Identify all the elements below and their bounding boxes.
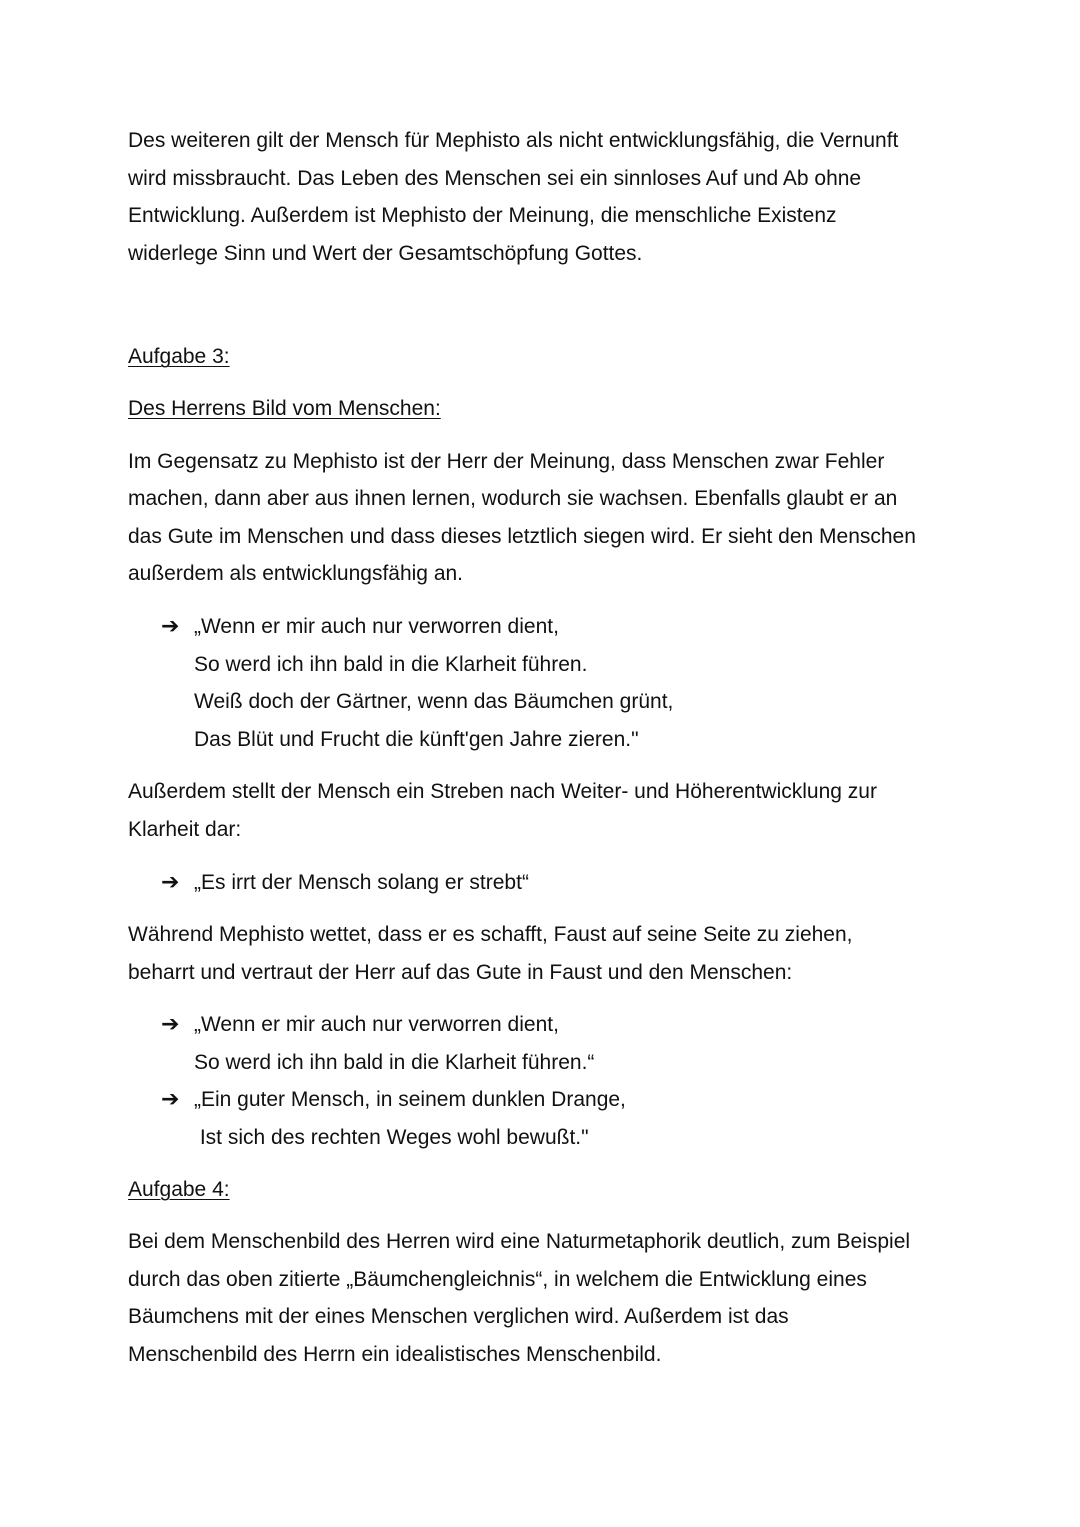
spacer <box>128 428 958 443</box>
task3-subheading-row <box>128 390 958 428</box>
paragraph-lord-view <box>128 443 958 593</box>
text-line: Bäumchens mit der eines Menschen verglichen wird. Außerdem ist das <box>128 1305 789 1329</box>
document-page <box>128 122 958 1374</box>
paragraph-wager <box>128 916 958 991</box>
text-line: widerlege Sinn und Wert der Gesamtschöpfung Gottes. <box>128 241 643 265</box>
spacer <box>128 376 958 390</box>
quote-line: So werd ich ihn bald in die Klarheit führen.“ <box>194 1050 595 1074</box>
text-line: das Gute im Menschen und dass dieses letztlich siegen wird. Er sieht den Menschen <box>128 524 916 548</box>
task4-heading: Aufgabe 4: <box>128 1177 230 1201</box>
spacer <box>128 1208 958 1223</box>
text-line: machen, dann aber aus ihnen lernen, wodurch sie wachsen. Ebenfalls glaubt er an <box>128 487 898 511</box>
text-line: Im Gegensatz zu Mephisto ist der Herr der Meinung, dass Menschen zwar Fehler <box>128 449 885 473</box>
spacer <box>128 272 958 338</box>
text-line: Während Mephisto wettet, dass er es schafft, Faust auf seine Seite zu ziehen, <box>128 923 853 947</box>
quote-line: „Es irrt der Mensch solang er strebt“ <box>194 870 529 894</box>
arrow-right-icon: ➔ <box>161 1087 180 1113</box>
quote-line: Ist sich des rechten Weges wohl bewußt." <box>194 1126 589 1150</box>
quote-clarity <box>128 1006 958 1081</box>
text-line: wird missbraucht. Das Leben des Menschen sei ein sinnloses Auf und Ab ohne <box>128 166 862 190</box>
text-line: außerdem als entwicklungsfähig an. <box>128 562 464 586</box>
text-line: Bei dem Menschenbild des Herren wird eine Naturmetaphorik deutlich, zum Beispiel <box>128 1230 911 1254</box>
text-line: durch das oben zitierte „Bäumchengleichnis“, in welchem die Entwicklung eines <box>128 1267 867 1291</box>
text-line: Des weiteren gilt der Mensch für Mephisto als nicht entwicklungsfähig, die Vernunft <box>128 129 899 152</box>
spacer <box>128 901 958 916</box>
paragraph-nature-metaphor <box>128 1223 958 1373</box>
spacer <box>128 1157 958 1171</box>
task4-heading-row <box>128 1171 958 1209</box>
quote-good-man <box>128 1081 958 1156</box>
quote-line: „Ein guter Mensch, in seinem dunklen Drange, <box>194 1088 626 1112</box>
paragraph-mephisto-view <box>128 122 958 272</box>
spacer <box>128 991 958 1006</box>
text-line: Entwicklung. Außerdem ist Mephisto der Meinung, die menschliche Existenz <box>128 204 837 228</box>
task3-heading-row <box>128 338 958 376</box>
quote-line: „Wenn er mir auch nur verworren dient, <box>194 1013 559 1037</box>
task3-subheading: Des Herrens Bild vom Menschen: <box>128 396 441 420</box>
quote-line: „Wenn er mir auch nur verworren dient, <box>194 614 559 638</box>
arrow-right-icon: ➔ <box>161 613 180 639</box>
quote-line: Das Blüt und Frucht die künft'gen Jahre zieren." <box>194 727 639 751</box>
text-line: beharrt und vertraut der Herr auf das Gute in Faust und den Menschen: <box>128 960 793 984</box>
arrow-right-icon: ➔ <box>161 869 180 895</box>
spacer <box>128 849 958 864</box>
text-line: Klarheit dar: <box>128 817 242 841</box>
task3-heading: Aufgabe 3: <box>128 345 230 369</box>
spacer <box>128 593 958 608</box>
text-line: Menschenbild des Herrn ein idealistisches Menschenbild. <box>128 1343 662 1367</box>
arrow-right-icon: ➔ <box>161 1012 180 1038</box>
quote-gardener <box>128 608 958 758</box>
spacer <box>128 758 958 773</box>
quote-line: Weiß doch der Gärtner, wenn das Bäumchen grünt, <box>194 690 674 714</box>
paragraph-striving <box>128 773 958 848</box>
text-line: Außerdem stellt der Mensch ein Streben nach Weiter- und Höherentwicklung zur <box>128 780 877 804</box>
quote-line: So werd ich ihn bald in die Klarheit führen. <box>194 652 588 676</box>
quote-striving <box>128 864 958 902</box>
